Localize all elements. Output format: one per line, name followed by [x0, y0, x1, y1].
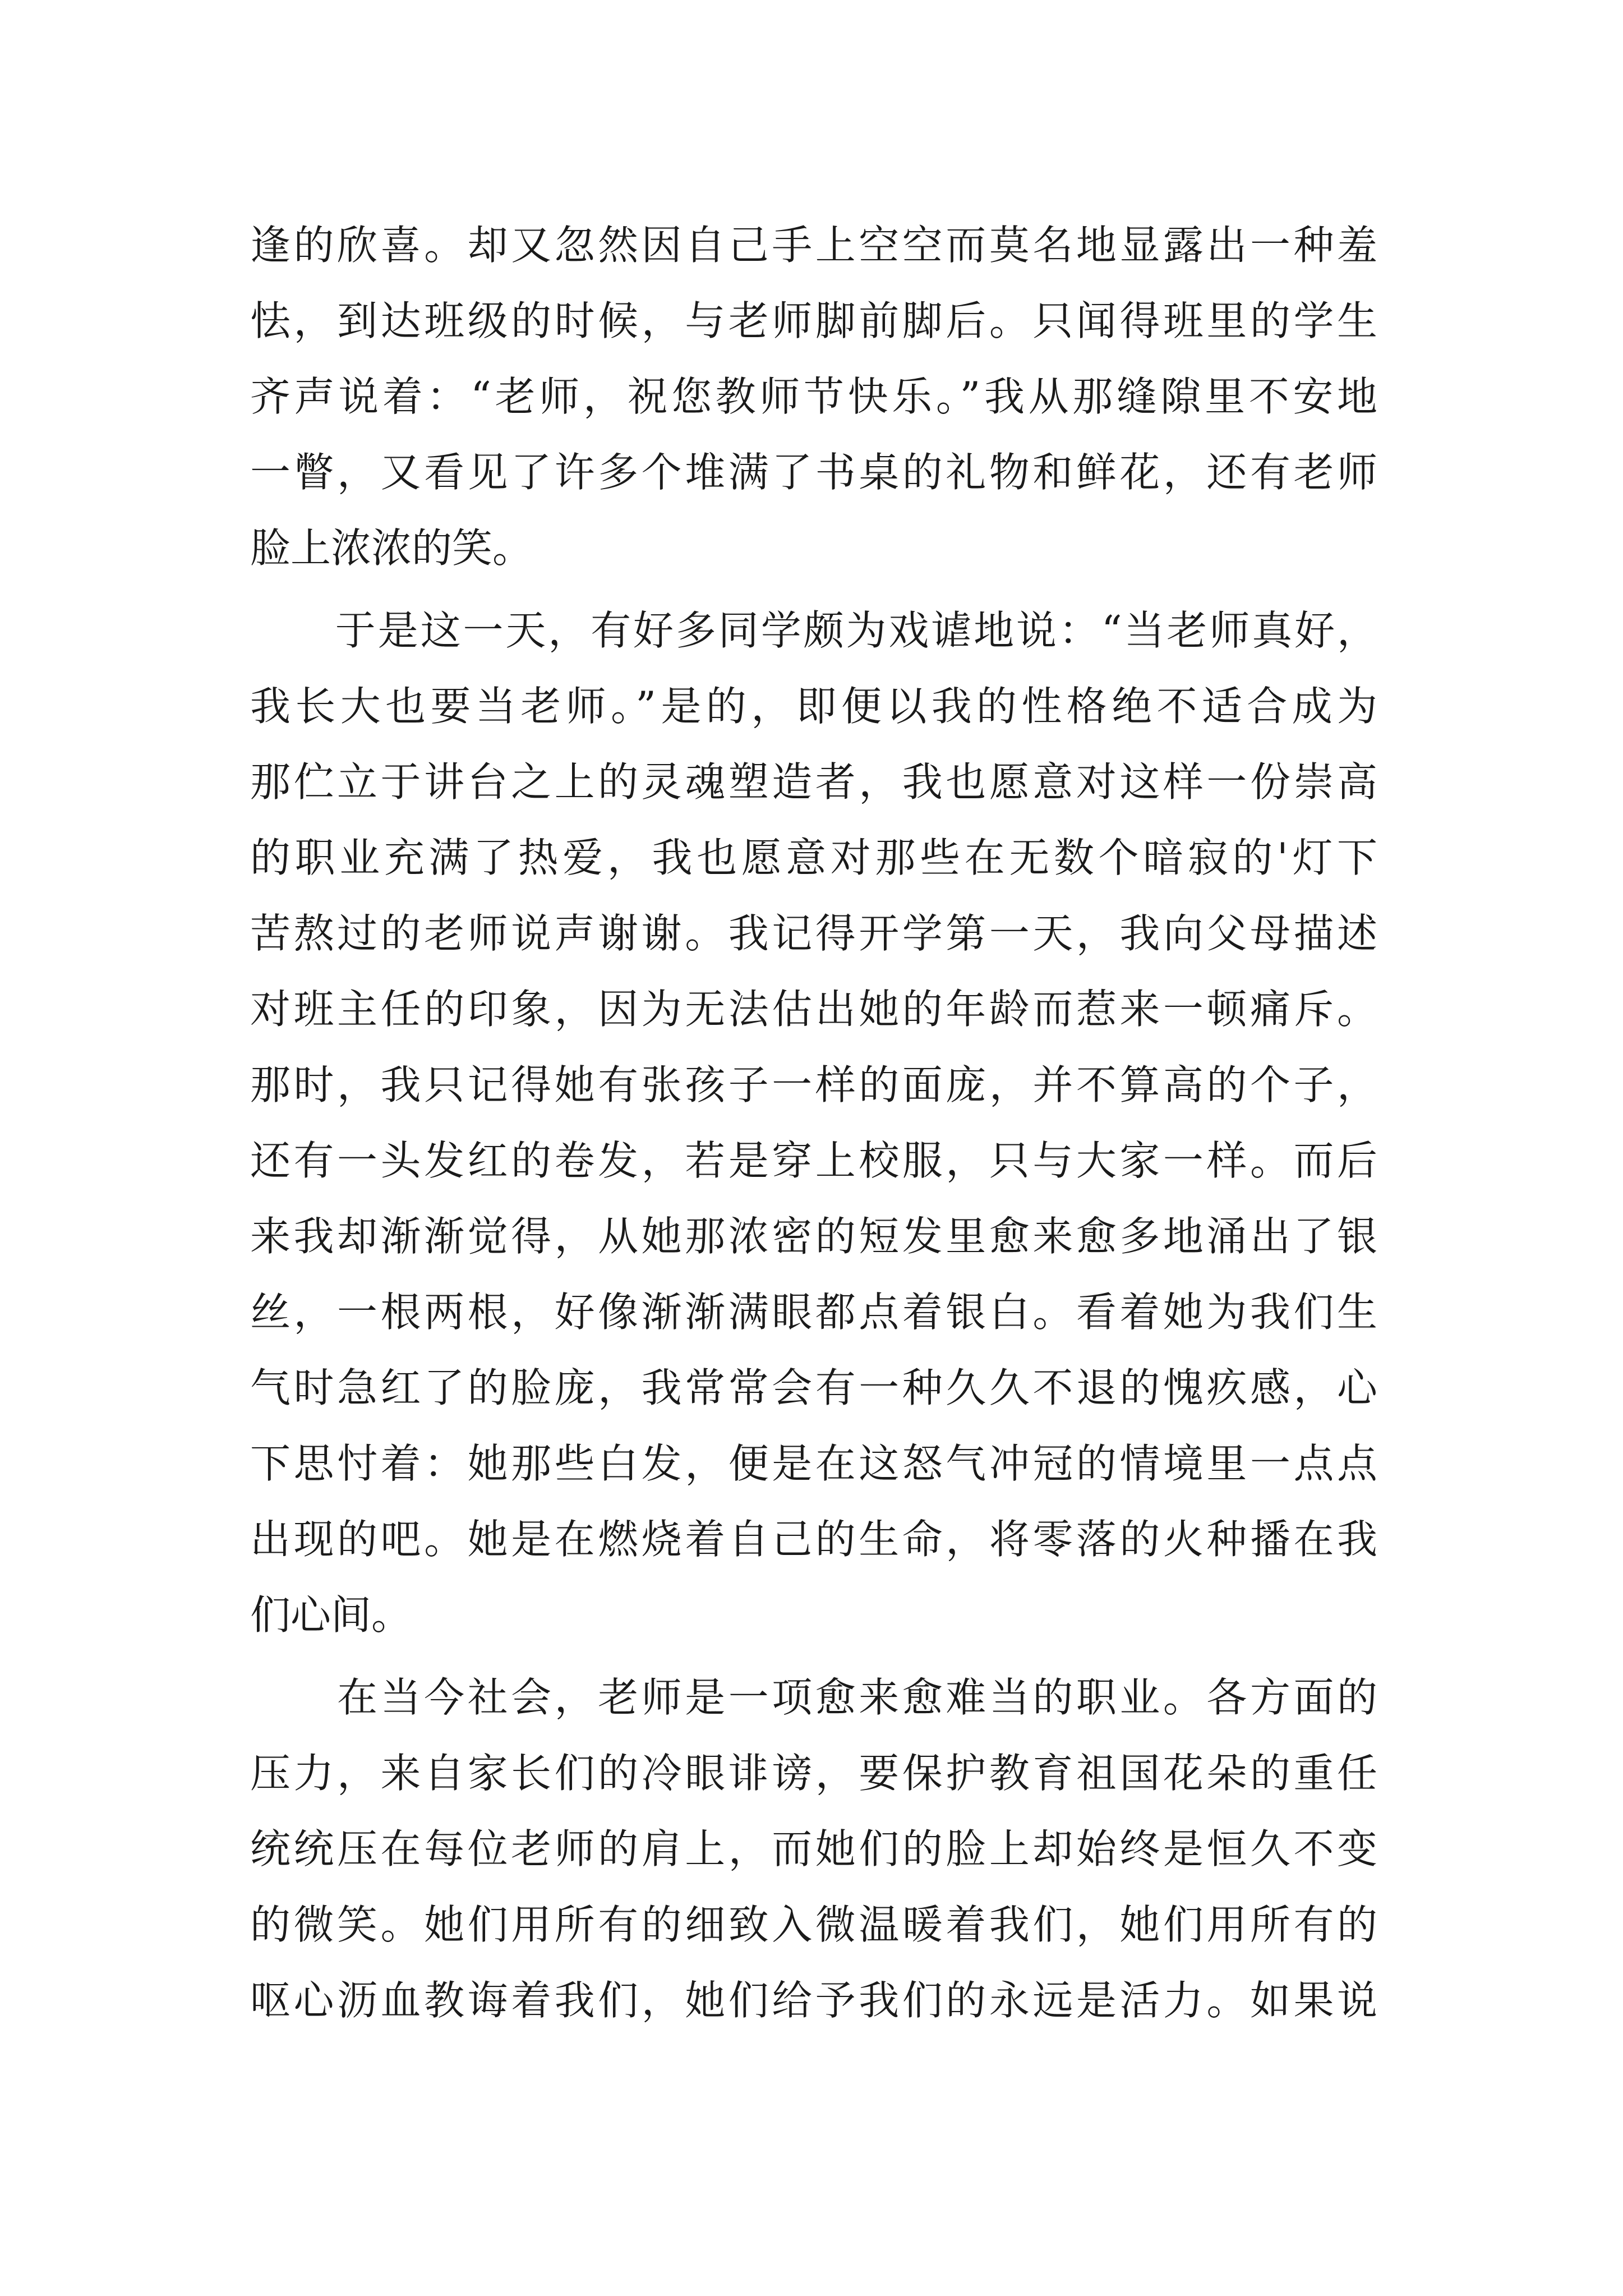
text-line: 对班主任的印象，因为无法估出她的年龄而惹来一顿痛斥。: [250, 986, 1377, 1033]
text-line: 那时，我只记得她有张孩子一样的面庞，并不算高的个子，: [250, 1061, 1377, 1108]
text-line: 下思忖着：她那些白发，便是在这怒气冲冠的情境里一点点: [250, 1440, 1377, 1487]
text-line: 我长大也要当老师。”是的，即便以我的性格绝不适合成为: [250, 683, 1377, 730]
text-line: 于是这一天，有好多同学颇为戏谑地说：“当老师真好，: [250, 607, 1377, 654]
paragraph-gap: [250, 586, 1377, 593]
text-line: 脸上浓浓的笑。: [250, 524, 533, 572]
text-line: 气时急红了的脸庞，我常常会有一种久久不退的愧疚感，心: [250, 1364, 1377, 1411]
text-line: 出现的吧。她是在燃烧着自己的生命，将零落的火种播在我: [250, 1516, 1377, 1563]
text-line: 呕心沥血教诲着我们，她们给予我们的永远是活力。如果说: [250, 1977, 1377, 2024]
paragraph-gap: [250, 1653, 1377, 1660]
text-line: 的职业充满了热爱，我也愿意对那些在无数个暗寂的'灯下: [250, 834, 1377, 881]
text-line: 一瞥，又看见了许多个堆满了书桌的礼物和鲜花，还有老师: [250, 449, 1377, 496]
text-line: 怯，到达班级的时候，与老师脚前脚后。只闻得班里的学生: [250, 297, 1377, 344]
text-line: 在当今社会，老师是一项愈来愈难当的职业。各方面的: [250, 1674, 1377, 1721]
text-line: 逢的欣喜。却又忽然因自己手上空空而莫名地显露出一种羞: [250, 222, 1377, 269]
text-line: 的微笑。她们用所有的细致入微温暖着我们，她们用所有的: [250, 1901, 1377, 1948]
text-line: 们心间。: [250, 1591, 412, 1639]
paragraph-2: [250, 593, 1377, 1653]
text-line: 还有一头发红的卷发，若是穿上校服，只与大家一样。而后: [250, 1137, 1377, 1184]
text-line: 丝，一根两根，好像渐渐满眼都点着银白。看着她为我们生: [250, 1289, 1377, 1336]
paragraph-1: [250, 208, 1377, 586]
essay-body: [250, 208, 1377, 2039]
text-line: 那伫立于讲台之上的灵魂塑造者，我也愿意对这样一份崇高: [250, 758, 1377, 806]
text-line: 统统压在每位老师的肩上，而她们的脸上却始终是恒久不变: [250, 1825, 1377, 1872]
text-line: 齐声说着：“老师，祝您教师节快乐。”我从那缝隙里不安地: [250, 373, 1377, 420]
paragraph-3: [250, 1660, 1377, 2039]
text-line: 来我却渐渐觉得，从她那浓密的短发里愈来愈多地涌出了银: [250, 1213, 1377, 1260]
text-line: 压力，来自家长们的冷眼诽谤，要保护教育祖国花朵的重任: [250, 1750, 1377, 1797]
text-line: 苦熬过的老师说声谢谢。我记得开学第一天，我向父母描述: [250, 910, 1377, 957]
